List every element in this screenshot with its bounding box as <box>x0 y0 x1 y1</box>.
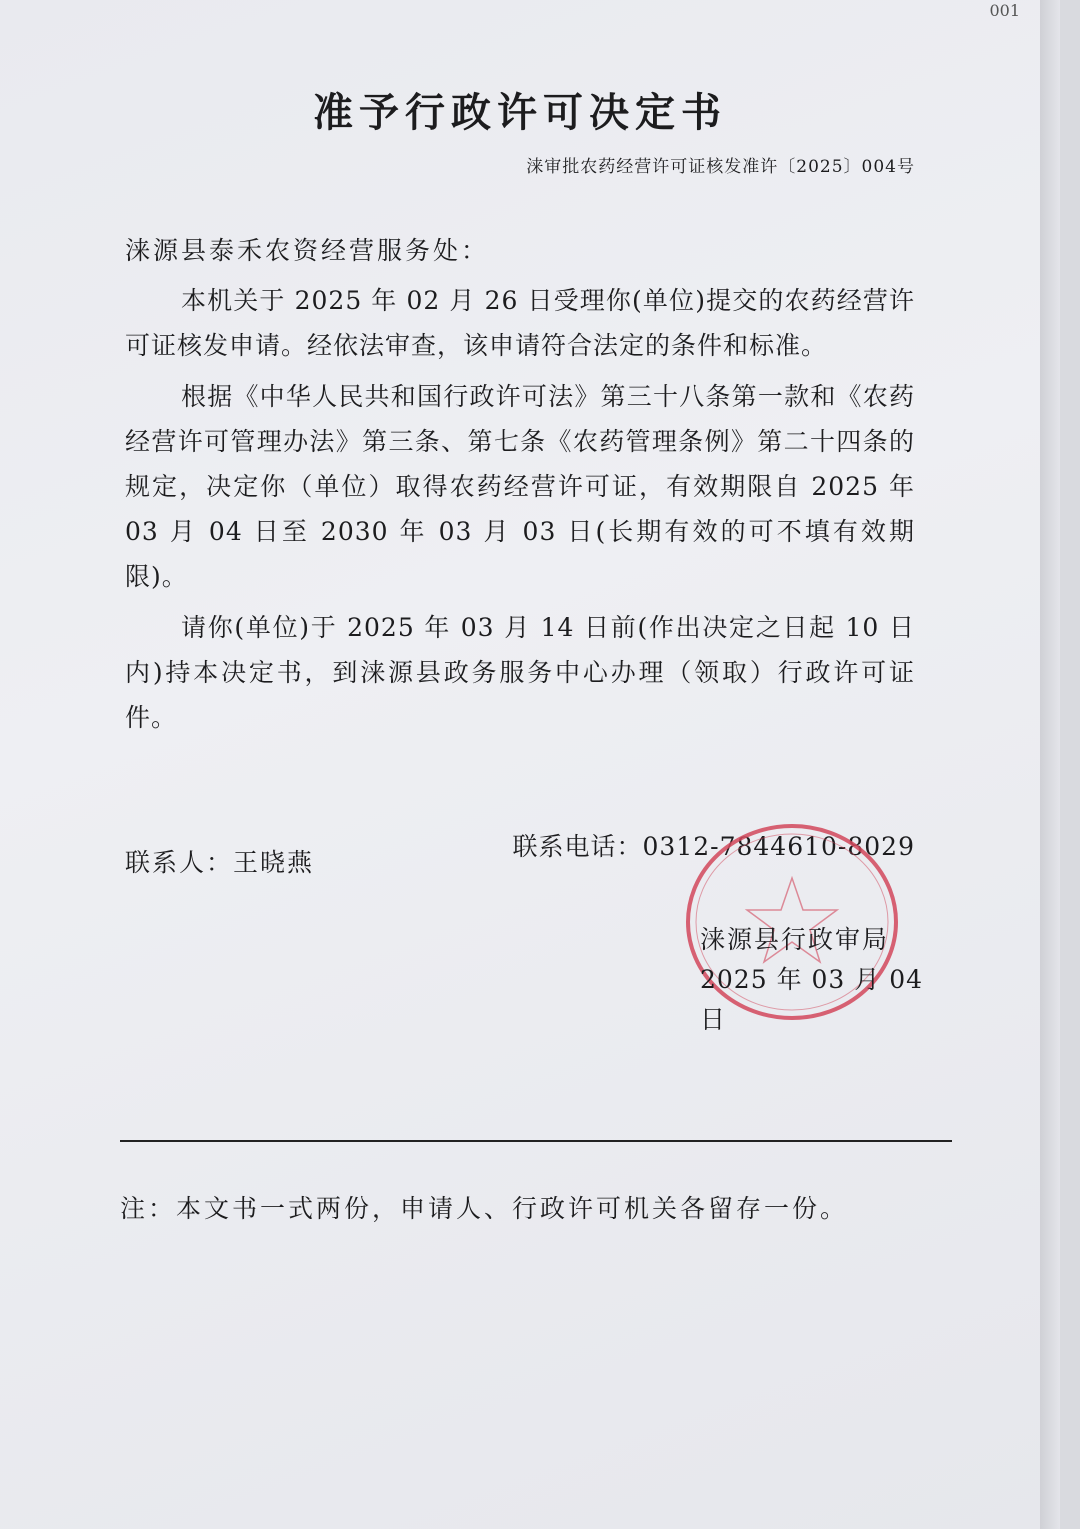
document-body <box>125 278 915 740</box>
contact-person: 联系人：王晓燕 <box>125 848 315 877</box>
contact-phone: 联系电话：0312-7844610-8029 <box>512 832 915 861</box>
issuing-authority: 涞源县行政审局 <box>700 925 890 954</box>
paragraph-decision: 根据《中华人民共和国行政许可法》第三十八条第一款和《农药经营许可管理办法》第三条、第七条《农药管理条例》第二十四条的规定，决定你（单位）取得农药经营许可证，有效期限自 2025 年 03 月 04 日至 2030 年 03 月 03 日(长期有效的可不填有效期限)。 <box>125 382 915 591</box>
paragraph-collection: 请你(单位)于 2025 年 03 月 14 日前(作出决定之日起 10 日内)持本决定书，到涞源县政务服务中心办理（领取）行政许可证件。 <box>125 613 915 732</box>
addressee: 涞源县泰禾农资经营服务处： <box>125 236 490 265</box>
stacked-pages-edge <box>1040 0 1060 1529</box>
issue-date: 2025 年 03 月 04 日 <box>700 965 924 1034</box>
document-content <box>120 0 924 1226</box>
paragraph-acceptance: 本机关于 2025 年 02 月 26 日受理你(单位)提交的农药经营许可证核发申请。经依法审查，该申请符合法定的条件和标准。 <box>125 286 915 360</box>
signature-block <box>700 920 940 1040</box>
divider-line <box>120 1140 952 1142</box>
footnote: 注：本文书一式两份，申请人、行政许可机关各留存一份。 <box>120 1194 849 1223</box>
corner-mark: 001 <box>989 1 1020 20</box>
document-title: 准予行政许可决定书 <box>313 89 727 136</box>
reference-number: 涞审批农药经营许可证核发准许〔2025〕004号 <box>526 157 915 177</box>
